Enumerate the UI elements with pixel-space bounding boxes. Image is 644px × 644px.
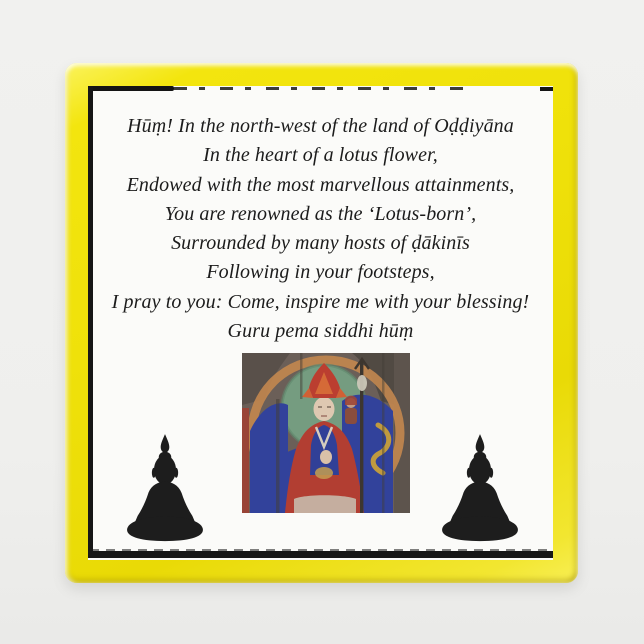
prayer-card (88, 86, 553, 560)
prayer-line: Surrounded by many hosts of ḍākinīs (171, 232, 470, 255)
prayer-line: I pray to you: Come, inspire me with your blessing! (111, 290, 530, 313)
prayer-line: Following in your footsteps, (206, 261, 435, 284)
grunge-border-bottom (88, 551, 553, 558)
prayer-line: Hūṃ! In the north-west of the land of Oḍḍiyāna (127, 115, 514, 137)
buddha-silhouette-right-icon (432, 433, 528, 545)
prayer-line: You are renowned as the ‘Lotus-born’, (164, 202, 477, 225)
padmasambhava-image (242, 353, 410, 513)
magnet-frame (65, 63, 578, 583)
prayer-text (88, 112, 553, 346)
buddha-silhouette-left-icon (117, 433, 213, 545)
prayer-line: Guru pema siddhi hūṃ (227, 320, 414, 343)
grunge-border-top-corner (540, 87, 553, 91)
prayer-line: In the heart of a lotus flower, (203, 144, 438, 167)
grunge-border-top (88, 86, 174, 91)
grunge-border-top-dashes (174, 87, 469, 90)
prayer-line: Endowed with the most marvellous attainments, (126, 173, 515, 196)
